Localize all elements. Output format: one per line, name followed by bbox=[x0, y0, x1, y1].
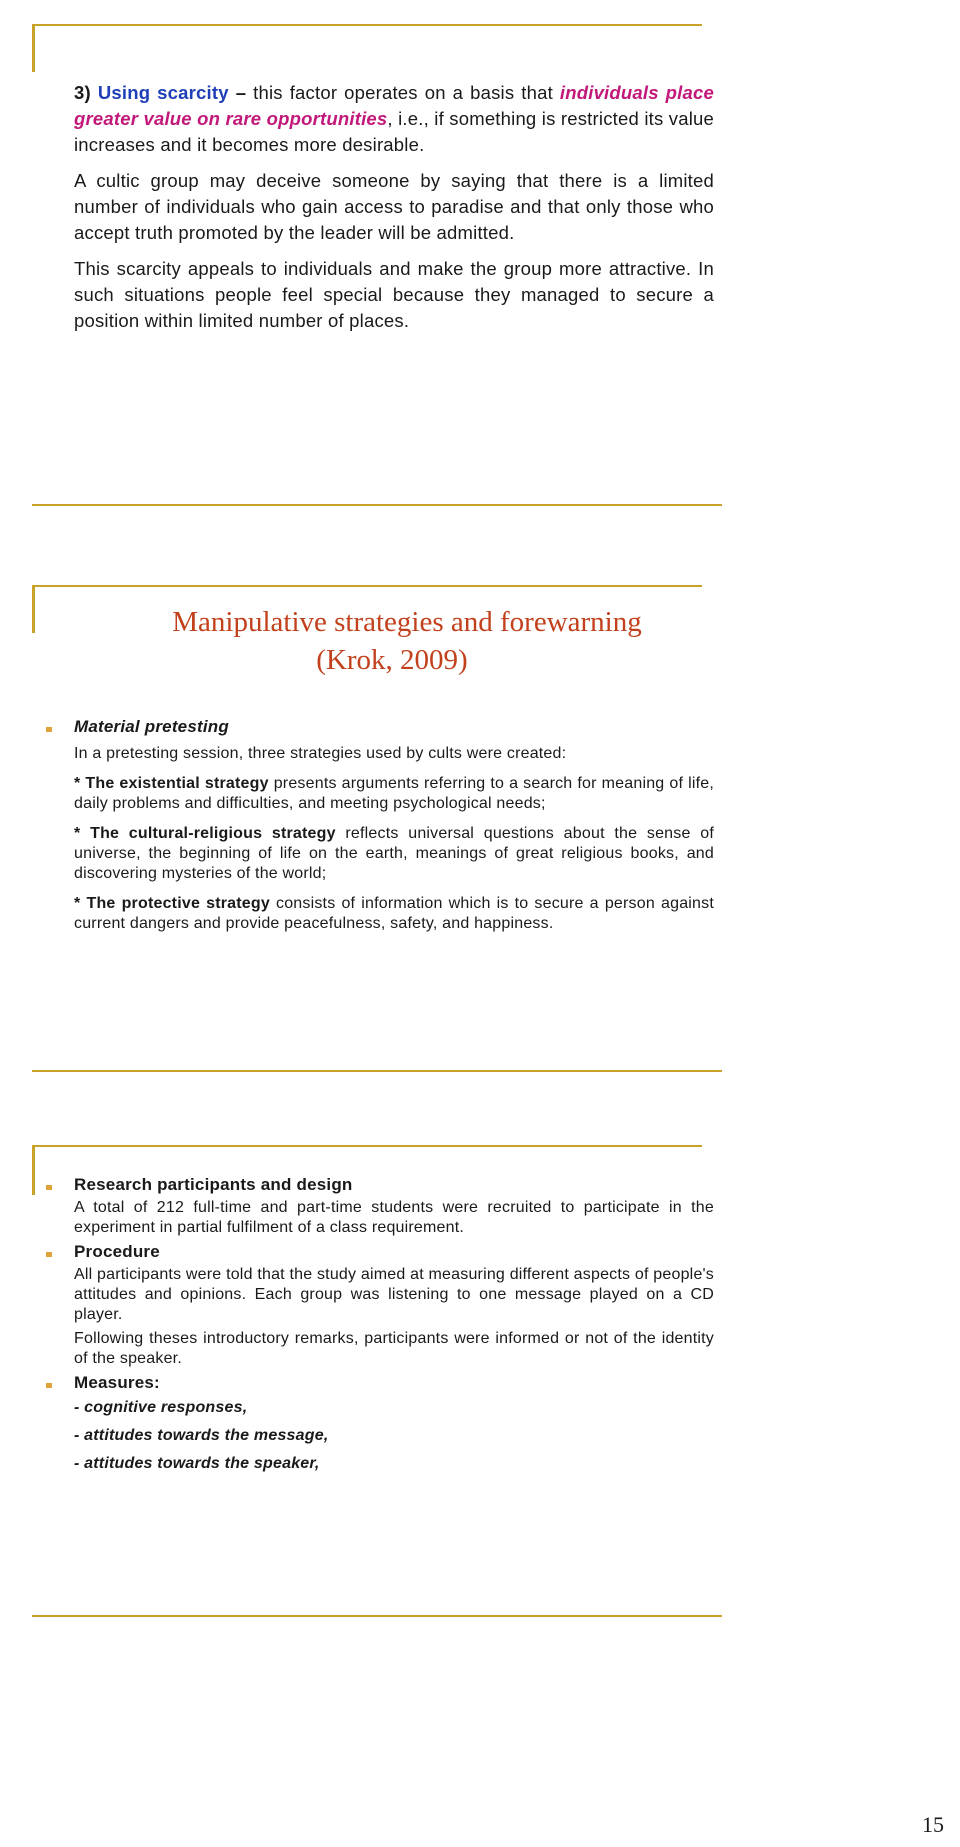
appeal-paragraph: This scarcity appeals to individuals and make the group more attractive. In such situations people feel special because they managed to secure a position within limited number of places. bbox=[74, 258, 714, 331]
strategy-desc: presents arguments referring to a search for meaning of life, daily problems and difficulties, and meeting psychological needs; bbox=[74, 775, 714, 812]
slide-corner-rule bbox=[32, 24, 35, 72]
page-number: 15 bbox=[922, 1812, 944, 1837]
strategy-term: * The cultural-religious strategy bbox=[74, 825, 336, 842]
title-line-1: Manipulative strategies and forewarning bbox=[172, 606, 642, 638]
bullet-marker-icon bbox=[46, 1383, 52, 1388]
slide-body bbox=[74, 1175, 714, 1474]
item-number: 3) bbox=[74, 82, 91, 103]
bullet-participants bbox=[74, 1175, 714, 1196]
procedure-text-1: All participants were told that the study aimed at measuring different aspects of people's attitudes and opinions. Each group was listening to one message played on a CD player. bbox=[74, 1266, 714, 1323]
scarcity-intro: this factor operates on a basis that bbox=[253, 82, 553, 103]
slide-body bbox=[74, 717, 714, 944]
procedure-text-2: Following theses introductory remarks, participants were informed or not of the identity of the speaker. bbox=[74, 1330, 714, 1367]
strategy-cultural-religious bbox=[74, 824, 714, 884]
measure-item: - attitudes towards the message, bbox=[74, 1427, 329, 1444]
bullet-marker-icon bbox=[46, 1185, 52, 1190]
slide-scarcity bbox=[32, 24, 722, 514]
participants-text: A total of 212 full-time and part-time students were recruited to participate in the experiment in partial fulfilment of a class requirement. bbox=[74, 1199, 714, 1236]
bullet-measures bbox=[74, 1373, 714, 1394]
bullet-procedure bbox=[74, 1242, 714, 1263]
slide-corner-rule bbox=[32, 1145, 35, 1195]
scarcity-term: Using scarcity bbox=[97, 82, 229, 103]
bullet-marker-icon bbox=[46, 727, 52, 732]
measure-item: - attitudes towards the speaker, bbox=[74, 1455, 320, 1472]
slide-strategies bbox=[32, 585, 722, 1075]
measure-item: - cognitive responses, bbox=[74, 1399, 248, 1416]
strategy-desc: reflects universal questions about the sense of universe, the beginning of life on the earth, meanings of great religious books, and discovering mysteries of the world; bbox=[74, 825, 714, 882]
strategy-term: * The existential strategy bbox=[74, 775, 269, 792]
slide-top-rule bbox=[32, 585, 702, 587]
slide-bottom-rule bbox=[32, 1070, 722, 1072]
slide-body bbox=[74, 80, 714, 344]
slide-bottom-rule bbox=[32, 504, 722, 506]
strategy-existential bbox=[74, 774, 714, 814]
slide-title bbox=[92, 603, 722, 679]
bullet-title: Measures: bbox=[74, 1373, 160, 1392]
pretest-intro: In a pretesting session, three strategies used by cults were created: bbox=[74, 745, 567, 762]
bullet-title: Research participants and design bbox=[74, 1175, 353, 1194]
slide-top-rule bbox=[32, 1145, 702, 1147]
slide-method bbox=[32, 1145, 722, 1635]
cultic-paragraph: A cultic group may deceive someone by saying that there is a limited number of individuals who gain access to paradise and that only those who accept truth promoted by the leader will be admitted. bbox=[74, 170, 714, 243]
dash: – bbox=[228, 82, 254, 103]
strategy-protective bbox=[74, 894, 714, 934]
title-line-2: (Krok, 2009) bbox=[316, 644, 468, 676]
scarcity-paragraph bbox=[74, 80, 714, 158]
bullet-title: Procedure bbox=[74, 1242, 160, 1261]
slide-corner-rule bbox=[32, 585, 35, 633]
bullet-material-pretesting bbox=[74, 717, 714, 738]
slide-bottom-rule bbox=[32, 1615, 722, 1617]
slide-top-rule bbox=[32, 24, 702, 26]
bullet-title: Material pretesting bbox=[74, 717, 229, 736]
strategy-desc: consists of information which is to secure a person against current dangers and provide peacefulness, safety, and happiness. bbox=[74, 895, 714, 932]
scarcity-emphasis: individuals place greater value on rare opportunities bbox=[74, 82, 714, 129]
bullet-marker-icon bbox=[46, 1252, 52, 1257]
scarcity-rest: , i.e., if something is restricted its value increases and it becomes more desirable. bbox=[74, 108, 714, 155]
strategy-term: * The protective strategy bbox=[74, 895, 270, 912]
